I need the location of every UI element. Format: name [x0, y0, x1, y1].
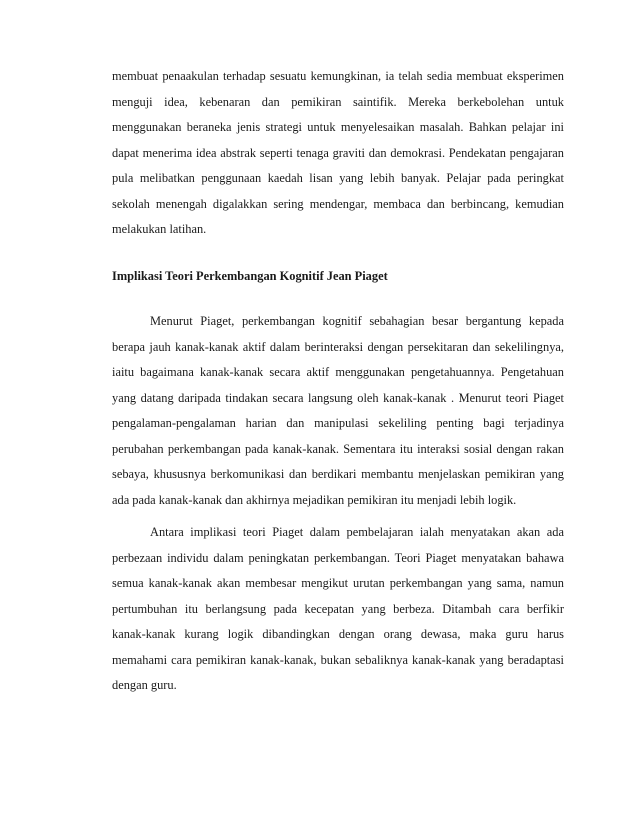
text-line: semua kanak-kanak akan membesar mengikut urutan perkembangan yang sama, namun: [112, 576, 564, 590]
text-line: ada pada kanak-kanak dan akhirnya mejadikan pemikiran itu menjadi lebih logik.: [112, 492, 517, 507]
section-heading: Implikasi Teori Perkembangan Kognitif Jean Piaget: [112, 269, 388, 283]
text-line: membuat penaakulan terhadap sesuatu kemungkinan, ia telah sedia membuat eksperimen: [112, 69, 564, 83]
paragraph-2: [112, 309, 564, 513]
text-line: perubahan perkembangan pada kanak-kanak. Sementara itu interaksi sosial dengan rakan: [112, 441, 564, 456]
text-line: memahami cara pemikiran kanak-kanak, bukan sebaliknya kanak-kanak yang beradaptasi: [112, 652, 564, 667]
text-line: yang datang daripada tindakan secara langsung oleh kanak-kanak . Menurut teori Piaget: [112, 390, 564, 405]
text-line: kanak-kanak kurang logik dibandingkan dengan orang dewasa, maka guru harus: [112, 627, 564, 641]
text-line: sekolah menengah digalakkan sering mendengar, membaca dan berbincang, kemudian: [112, 196, 564, 211]
text-line: berapa jauh kanak-kanak aktif dalam berinteraksi dengan persekitaran dan sekelilingnya,: [112, 339, 564, 354]
text-line: perbezaan individu dalam peningkatan perkembangan. Teori Piaget menyatakan bahawa: [112, 550, 564, 565]
text-line: pertumbuhan itu berlangsung pada kecepatan yang berbeza. Ditambah cara berfikir: [112, 601, 564, 616]
text-line: menguji idea, kebenaran dan pemikiran saintifik. Mereka berkebolehan untuk: [112, 94, 564, 109]
text-line: pengalaman-pengalaman harian dan manipulasi sekeliling penting bagi terjadinya: [112, 416, 564, 430]
paragraph-1: [112, 64, 564, 243]
text-line: menggunakan beraneka jenis strategi untuk menyelesaikan masalah. Bahkan pelajar ini: [112, 120, 564, 134]
section-heading-block: [112, 266, 564, 286]
text-line: melakukan latihan.: [112, 222, 207, 236]
text-line: dapat menerima idea abstrak seperti tenaga graviti dan demokrasi. Pendekatan pengajaran: [112, 145, 564, 160]
text-line: Menurut Piaget, perkembangan kognitif sebahagian besar bergantung kepada: [150, 314, 564, 328]
text-line: iaitu bagaimana kanak-kanak secara aktif menggunakan pengetahuannya. Pengetahuan: [112, 365, 564, 379]
text-line: dengan guru.: [112, 678, 177, 692]
paragraph-3: [112, 520, 564, 699]
text-line: sebaya, khususnya berkomunikasi dan berdikari membantu menjelaskan pemikiran yang: [112, 467, 564, 481]
text-line: pula melibatkan penggunaan kaedah lisan yang lebih banyak. Pelajar pada peringkat: [112, 171, 564, 185]
text-line: Antara implikasi teori Piaget dalam pembelajaran ialah menyatakan akan ada: [150, 525, 564, 539]
